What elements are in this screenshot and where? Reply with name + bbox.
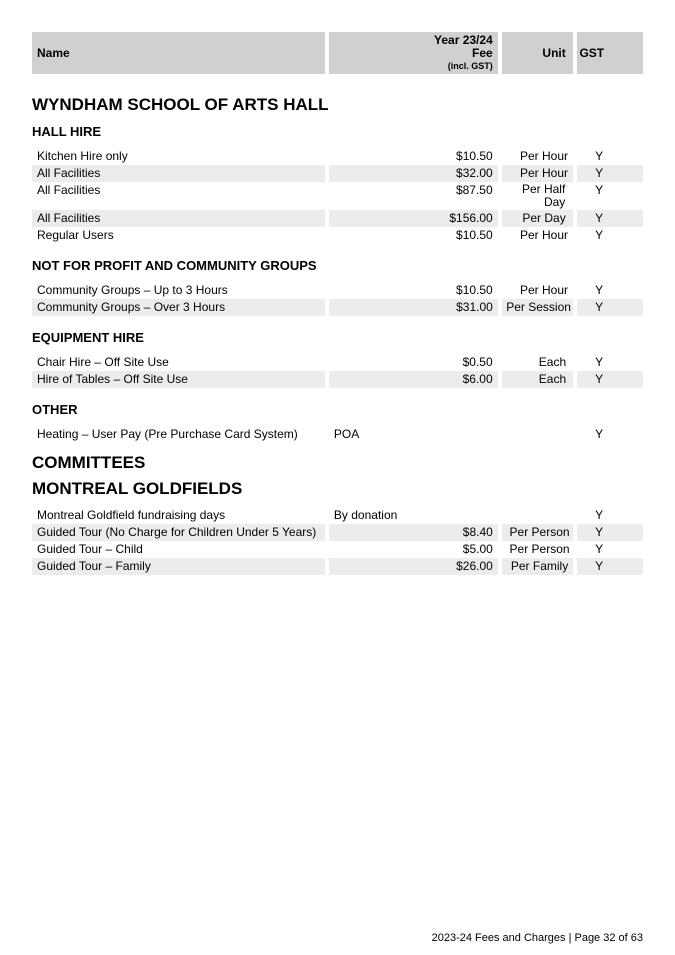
row-unit: Per Hour <box>520 283 569 297</box>
row-gst: Y <box>577 299 643 316</box>
fees-page <box>32 32 643 575</box>
table-row <box>32 524 643 541</box>
row-fee: $8.40 <box>329 524 498 541</box>
header-fee <box>329 32 498 74</box>
table-row <box>32 299 643 316</box>
row-gst: Y <box>577 371 643 388</box>
row-name: Chair Hire – Off Site Use <box>37 355 169 369</box>
row-name: All Facilities <box>32 165 325 182</box>
row-fee: $32.00 <box>329 165 498 182</box>
table-row <box>32 541 643 558</box>
subsection-title-other: OTHER <box>32 402 78 417</box>
row-name: Hire of Tables – Off Site Use <box>32 371 325 388</box>
table-row <box>32 558 643 575</box>
nfp-table <box>32 282 643 316</box>
table-row <box>32 210 643 227</box>
table-header <box>32 32 643 74</box>
page-footer: 2023-24 Fees and Charges | Page 32 of 63 <box>431 932 643 944</box>
row-unit: Per Person <box>509 542 570 556</box>
row-gst: Y <box>595 283 604 297</box>
row-name: Guided Tour – Child <box>37 542 143 556</box>
row-unit: Per Half Day <box>521 182 566 209</box>
subsection-title-montreal: MONTREAL GOLDFIELDS <box>32 479 243 498</box>
section-title-wyndham: WYNDHAM SCHOOL OF ARTS HALL <box>32 95 329 114</box>
row-unit: Per Person <box>502 524 574 541</box>
row-name: All Facilities <box>32 210 325 227</box>
header-gst: GST <box>577 32 643 74</box>
header-fee-line1: Year 23/24 <box>434 32 493 47</box>
row-name: All Facilities <box>37 183 101 197</box>
row-name: Guided Tour – Family <box>32 558 325 575</box>
row-gst: Y <box>595 508 604 522</box>
header-name: Name <box>32 32 325 74</box>
table-row <box>32 165 643 182</box>
row-name: Community Groups – Up to 3 Hours <box>37 283 228 297</box>
row-unit: Each <box>538 355 567 369</box>
table-row <box>32 148 643 165</box>
row-fee: $10.50 <box>456 283 493 297</box>
table-row <box>32 426 643 443</box>
header-unit: Unit <box>502 32 574 74</box>
row-name: Kitchen Hire only <box>37 149 128 163</box>
section-title-committees: COMMITTEES <box>32 453 146 472</box>
table-row <box>32 282 643 299</box>
row-fee: $6.00 <box>329 371 498 388</box>
row-name: Community Groups – Over 3 Hours <box>32 299 325 316</box>
row-gst: Y <box>577 210 643 227</box>
row-name: Regular Users <box>37 228 114 242</box>
row-fee: $26.00 <box>329 558 498 575</box>
equipment-table <box>32 354 643 388</box>
subsection-title-nfp: NOT FOR PROFIT AND COMMUNITY GROUPS <box>32 258 317 273</box>
row-unit: Per Day <box>502 210 574 227</box>
row-fee: $156.00 <box>329 210 498 227</box>
subsection-title-equipment: EQUIPMENT HIRE <box>32 330 144 345</box>
row-gst: Y <box>577 165 643 182</box>
subsection-title-hall-hire: HALL HIRE <box>32 124 102 139</box>
row-gst: Y <box>595 183 604 197</box>
row-fee: $87.50 <box>455 183 493 197</box>
row-fee: By donation <box>333 508 398 522</box>
header-fee-line2: Fee <box>472 45 493 60</box>
row-gst: Y <box>595 427 604 441</box>
table-row <box>32 507 643 524</box>
row-fee: $5.00 <box>462 542 493 556</box>
row-gst: Y <box>595 542 604 556</box>
row-fee: $0.50 <box>462 355 493 369</box>
row-gst: Y <box>595 149 604 163</box>
row-fee: $31.00 <box>329 299 498 316</box>
row-gst: Y <box>595 228 604 242</box>
header-fee-line3: (incl. GST) <box>447 60 493 71</box>
row-unit: Per Family <box>502 558 574 575</box>
row-name: Guided Tour (No Charge for Children Under 5 Years) <box>32 524 325 541</box>
row-fee: POA <box>333 427 360 441</box>
row-name: Heating – User Pay (Pre Purchase Card System) <box>37 427 298 441</box>
montreal-table <box>32 507 643 575</box>
row-fee: $10.50 <box>456 149 493 163</box>
row-fee: $10.50 <box>456 228 493 242</box>
row-gst: Y <box>577 524 643 541</box>
row-unit: Per Hour <box>502 165 574 182</box>
row-unit: Per Hour <box>520 228 569 242</box>
row-unit <box>502 426 574 443</box>
row-unit: Per Session <box>502 299 574 316</box>
row-gst: Y <box>595 355 604 369</box>
table-row <box>32 354 643 371</box>
table-row <box>32 227 643 244</box>
hall-hire-table <box>32 148 643 244</box>
row-gst: Y <box>577 558 643 575</box>
row-unit: Each <box>502 371 574 388</box>
table-row <box>32 182 643 210</box>
other-table <box>32 426 643 443</box>
row-name: Montreal Goldfield fundraising days <box>37 508 226 522</box>
row-unit <box>502 507 574 524</box>
table-row <box>32 371 643 388</box>
row-unit: Per Hour <box>520 149 569 163</box>
